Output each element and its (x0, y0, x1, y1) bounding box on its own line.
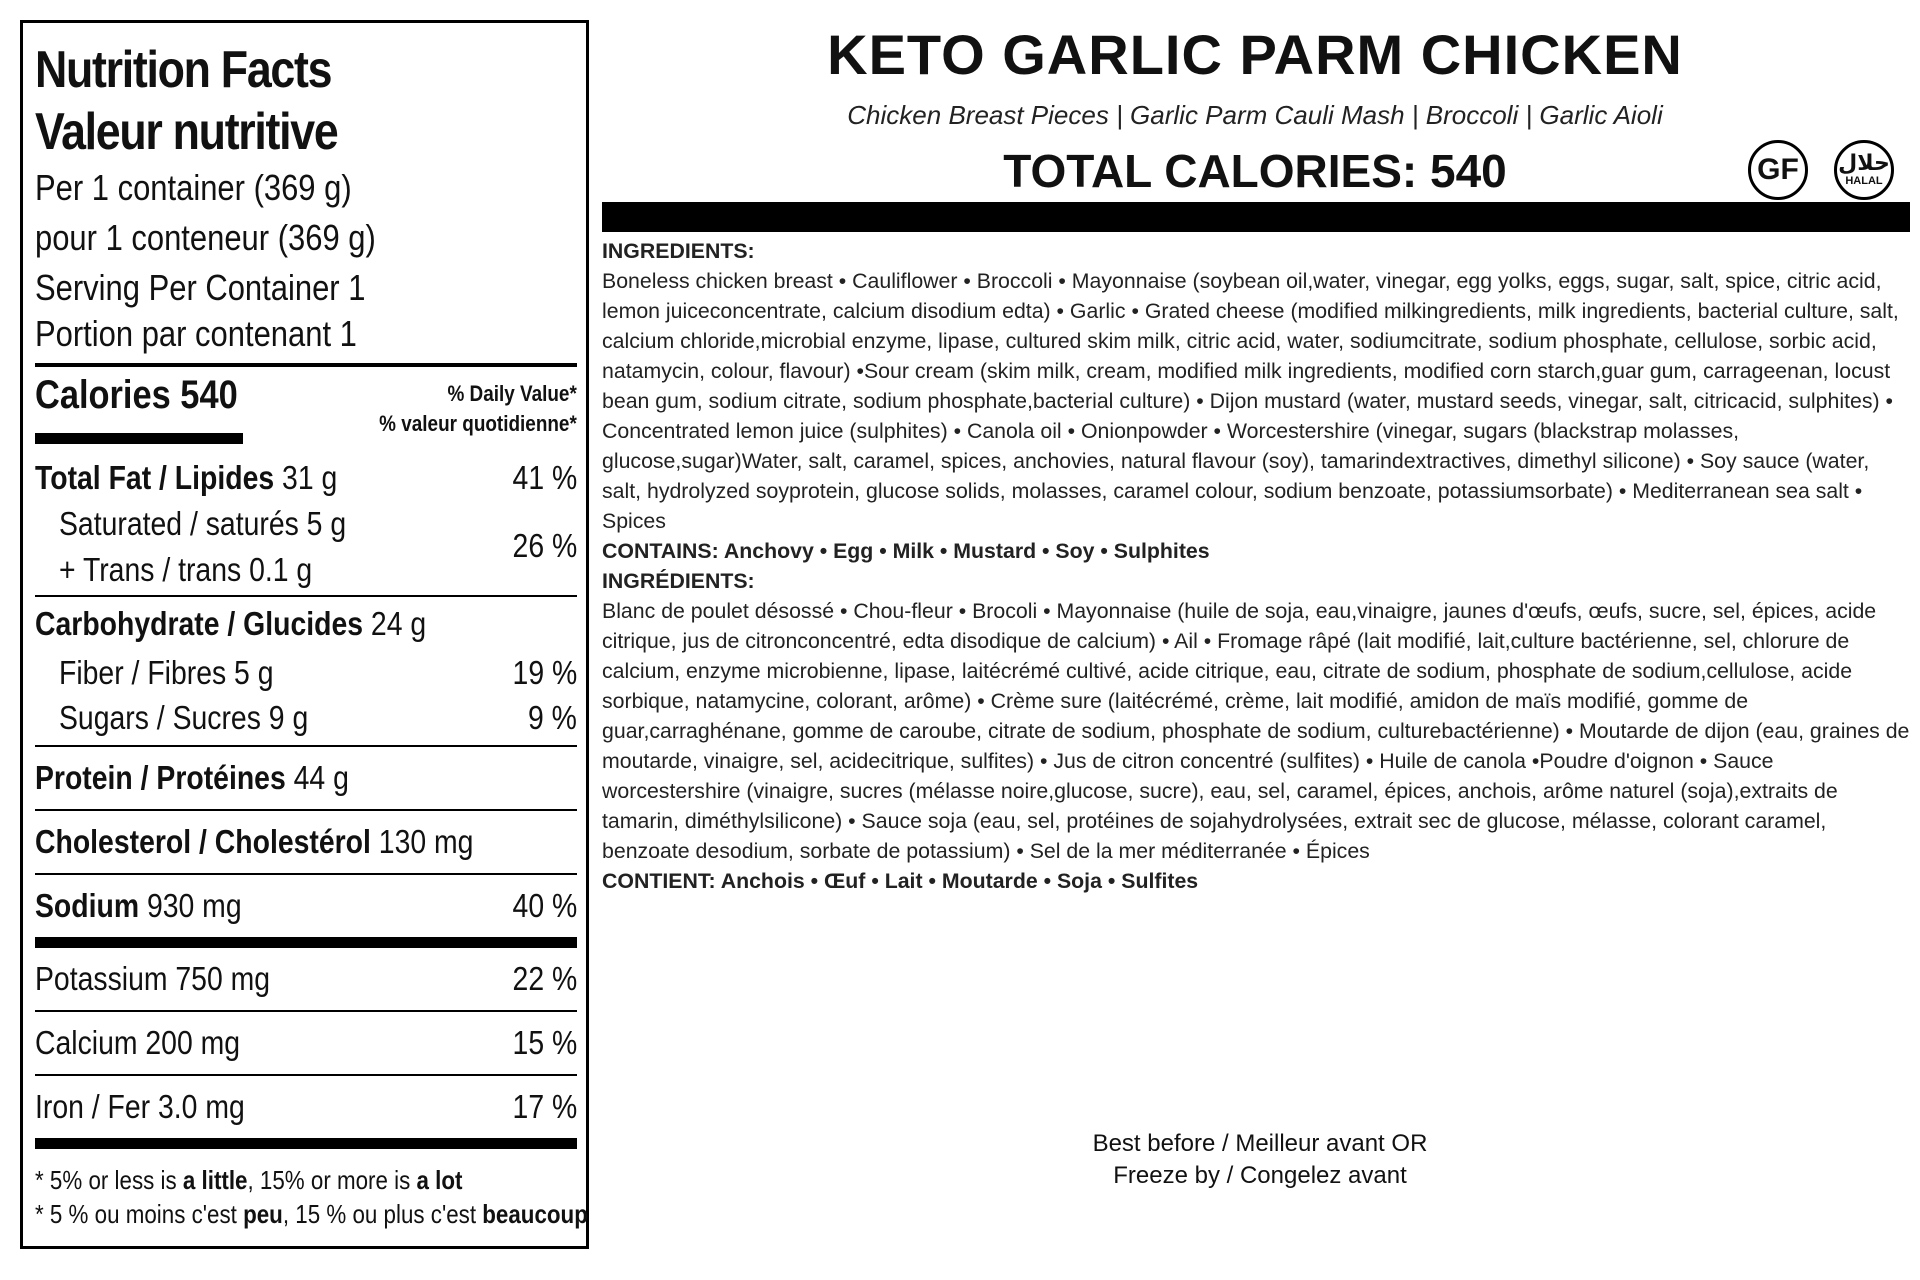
calcium-label: Calcium 200 mg (35, 1024, 241, 1061)
total-calories: TOTAL CALORIES: 540 (1003, 145, 1507, 197)
trans-row (35, 547, 353, 593)
footnote-fr-part-2: , 15 % ou plus c'est (282, 1199, 483, 1229)
nutrition-facts-panel (20, 20, 589, 1249)
gluten-free-icon (1748, 140, 1808, 200)
potassium-row (35, 948, 577, 1010)
footnote-en-bold-2: a lot (416, 1165, 463, 1195)
saturated-label: Saturated / saturés 5 g (59, 505, 347, 542)
footnote-spacer (35, 1149, 577, 1163)
iron-label: Iron / Fer 3.0 mg (35, 1088, 245, 1125)
footnote-fr-bold-2: beaucoup (482, 1199, 588, 1229)
saturated-row (35, 501, 393, 547)
sodium-label (35, 887, 242, 925)
cholesterol-label (35, 823, 473, 861)
carbohydrate-label (35, 605, 426, 643)
contains-fr: CONTIENT: Anchois • Œuf • Lait • Moutarde • Soja • Sulfites (602, 869, 1199, 893)
carbohydrate-row (35, 597, 577, 651)
fiber-label: Fiber / Fibres 5 g (59, 654, 274, 691)
best-before-line-1: Best before / Meilleur avant OR (1092, 1130, 1428, 1157)
protein-name: Protein / Protéines (35, 759, 286, 796)
header-bar (602, 202, 1910, 232)
sodium-amount: 930 mg (146, 887, 242, 924)
calcium-row (35, 1012, 577, 1074)
best-before (1000, 1128, 1520, 1192)
calories-underline (35, 433, 243, 444)
fiber-row (35, 651, 577, 695)
daily-value-header-en: % Daily Value* (447, 381, 577, 406)
halal-arabic-label: حلال (1838, 151, 1890, 176)
footnote-en-part-1: * 5% or less is (35, 1165, 183, 1195)
gluten-free-label: GF (1757, 153, 1799, 186)
cholesterol-amount: 130 mg (378, 823, 474, 860)
iron-pct: 17 % (512, 1088, 577, 1125)
footnote-fr (35, 1197, 588, 1231)
potassium-pct: 22 % (512, 960, 577, 997)
total-fat-amount: 31 g (282, 459, 338, 496)
ingredients-list-fr: Blanc de poulet désossé • Chou-fleur • Brocoli • Mayonnaise (huile de soja, eau,vinaigre, jaunes d'œufs, œufs, sucre, sel, épices, acide citrique, jus de citronconcentré, edta disodique de calcium) • Ail • Fromage râpé (lait modifié, lait,culture bactérienne, sel, chlorure de calcium, enzyme microbienne, lipase, laitécrémé cultivé, acide citrique, eau, citrate de sodium, phosphate de sodium,cellulose, acide sorbique, natamycine, colorant, arôme) • Crème sure (laitécrémé, crème, lait modifié, amidon de maïs modifié, gomme de guar,carraghénane, gomme de caroube, citrate de sodium, phosphate de sodium, culturebactérienne) • Moutarde de dijon (eau, graines de moutarde, vinaigre, sel, acidecitrique, sulfites) • Jus de citron concentré (sulfites) • Huile de canola •Poudre d'oignon • Sauce worcestershire (vinaigre, sucres (mélasse noire,glucose, sucre), eau, sel, caramel, épices, anchois, arôme naturel (soja),extraits de tamarin, diméthylsilicone) • Sauce soja (eau, sel, protéines de sojahydrolysées, extrait sec de glucose, mélasse, colorant caramel, benzoate desodium, sorbate de potassium) • Sel de la mer méditerranée • Épices (602, 599, 1910, 863)
protein-amount: 44 g (293, 759, 349, 796)
sugars-row (35, 695, 577, 741)
cholesterol-name: Cholesterol / Cholestérol (35, 823, 371, 860)
contains-en: CONTAINS: Anchovy • Egg • Milk • Mustard • Soy • Sulphites (602, 539, 1210, 563)
nutrition-title-fr: Valeur nutritive (35, 103, 338, 161)
nutrition-title-en: Nutrition Facts (35, 41, 332, 99)
fat-block (35, 455, 577, 595)
fiber-pct: 19 % (512, 654, 577, 691)
per-container-fr: pour 1 conteneur (369 g) (35, 217, 376, 258)
ingredients-list-en: Boneless chicken breast • Cauliflower • Broccoli • Mayonnaise (soybean oil,water, vinegar, egg yolks, eggs, sugar, salt, spice, citric acid, lemon juiceconcentrate, calcium disodium edta) • Garlic • Grated cheese (modified milkingredients, milk ingredients, bacterial culture, salt, calcium chloride,microbial enzyme, lipase, cultured skim milk, citric acid, water, sodiumcitrate, sodium phosphate, cellulose, sorbic acid, natamycin, colour, flavour) •Sour cream (skim milk, cream, modified milk ingredients, modified corn starch,guar gum, carrageenan, locust bean gum, sodium citrate, sodium phosphate,bacterial culture) • Dijon mustard (water, mustard seeds, vinegar, salt, citricacid, sulphites) • Concentrated lemon juice (sulphites) • Canola oil • Onionpowder • Worcestershire (vinegar, sugars (blackstrap molasses, glucose,sugar)Water, salt, caramel, spices, anchovies, natural flavour (soy), tamarindextractives, dimethyl silicone) • Soy sauce (water, salt, hydrolyzed soyprotein, glucose solids, molasses, caramel colour, sodium benzoate, potassiumsorbate) • Mediterranean sea salt • Spices (602, 269, 1899, 533)
ingredients-heading-en: INGREDIENTS: (602, 239, 755, 263)
sodium-pct: 40 % (512, 887, 577, 924)
calories-block (35, 367, 577, 455)
total-fat-name: Total Fat / Lipides (35, 459, 275, 496)
trans-label: + Trans / trans 0.1 g (59, 551, 313, 588)
sodium-name: Sodium (35, 887, 140, 924)
servings-en: Serving Per Container 1 (35, 267, 366, 308)
divider-heavy (35, 937, 577, 948)
sugars-pct: 9 % (528, 699, 577, 736)
protein-label (35, 759, 349, 797)
footnote-en-bold-1: a little (182, 1165, 248, 1195)
sat-trans-pct: 26 % (512, 527, 577, 564)
protein-row (35, 747, 577, 809)
ingredients-heading-fr: INGRÉDIENTS: (602, 569, 755, 593)
carbohydrate-name: Carbohydrate / Glucides (35, 605, 364, 642)
servings-fr: Portion par contenant 1 (35, 313, 357, 354)
product-subtitle: Chicken Breast Pieces | Garlic Parm Cauli Mash | Broccoli | Garlic Aioli (847, 100, 1663, 130)
carbohydrate-amount: 24 g (370, 605, 427, 642)
calories-label: Calories 540 (35, 373, 238, 417)
iron-row (35, 1076, 577, 1138)
halal-label: HALAL (1845, 175, 1883, 187)
sodium-row (35, 875, 577, 937)
total-fat-label (35, 459, 337, 497)
per-container-en: Per 1 container (369 g) (35, 167, 352, 208)
footnote-en (35, 1163, 501, 1197)
footnote-fr-part-1: * 5 % ou moins c'est (35, 1199, 244, 1229)
calcium-pct: 15 % (512, 1024, 577, 1061)
total-fat-row (35, 455, 577, 501)
footnote-fr-bold-1: peu (243, 1199, 283, 1229)
product-title: KETO GARLIC PARM CHICKEN (827, 23, 1683, 86)
potassium-label: Potassium 750 mg (35, 960, 271, 997)
best-before-line-2: Freeze by / Congelez avant (1113, 1162, 1407, 1189)
sugars-label: Sugars / Sucres 9 g (59, 699, 309, 736)
daily-value-header (379, 379, 577, 439)
total-fat-pct: 41 % (512, 459, 577, 496)
footnote-en-part-2: , 15% or more is (247, 1165, 417, 1195)
ingredients-section (602, 236, 1912, 896)
cholesterol-row (35, 811, 577, 873)
divider-heavy (35, 1138, 577, 1149)
halal-icon (1834, 140, 1894, 200)
daily-value-header-fr: % valeur quotidienne* (379, 411, 577, 436)
